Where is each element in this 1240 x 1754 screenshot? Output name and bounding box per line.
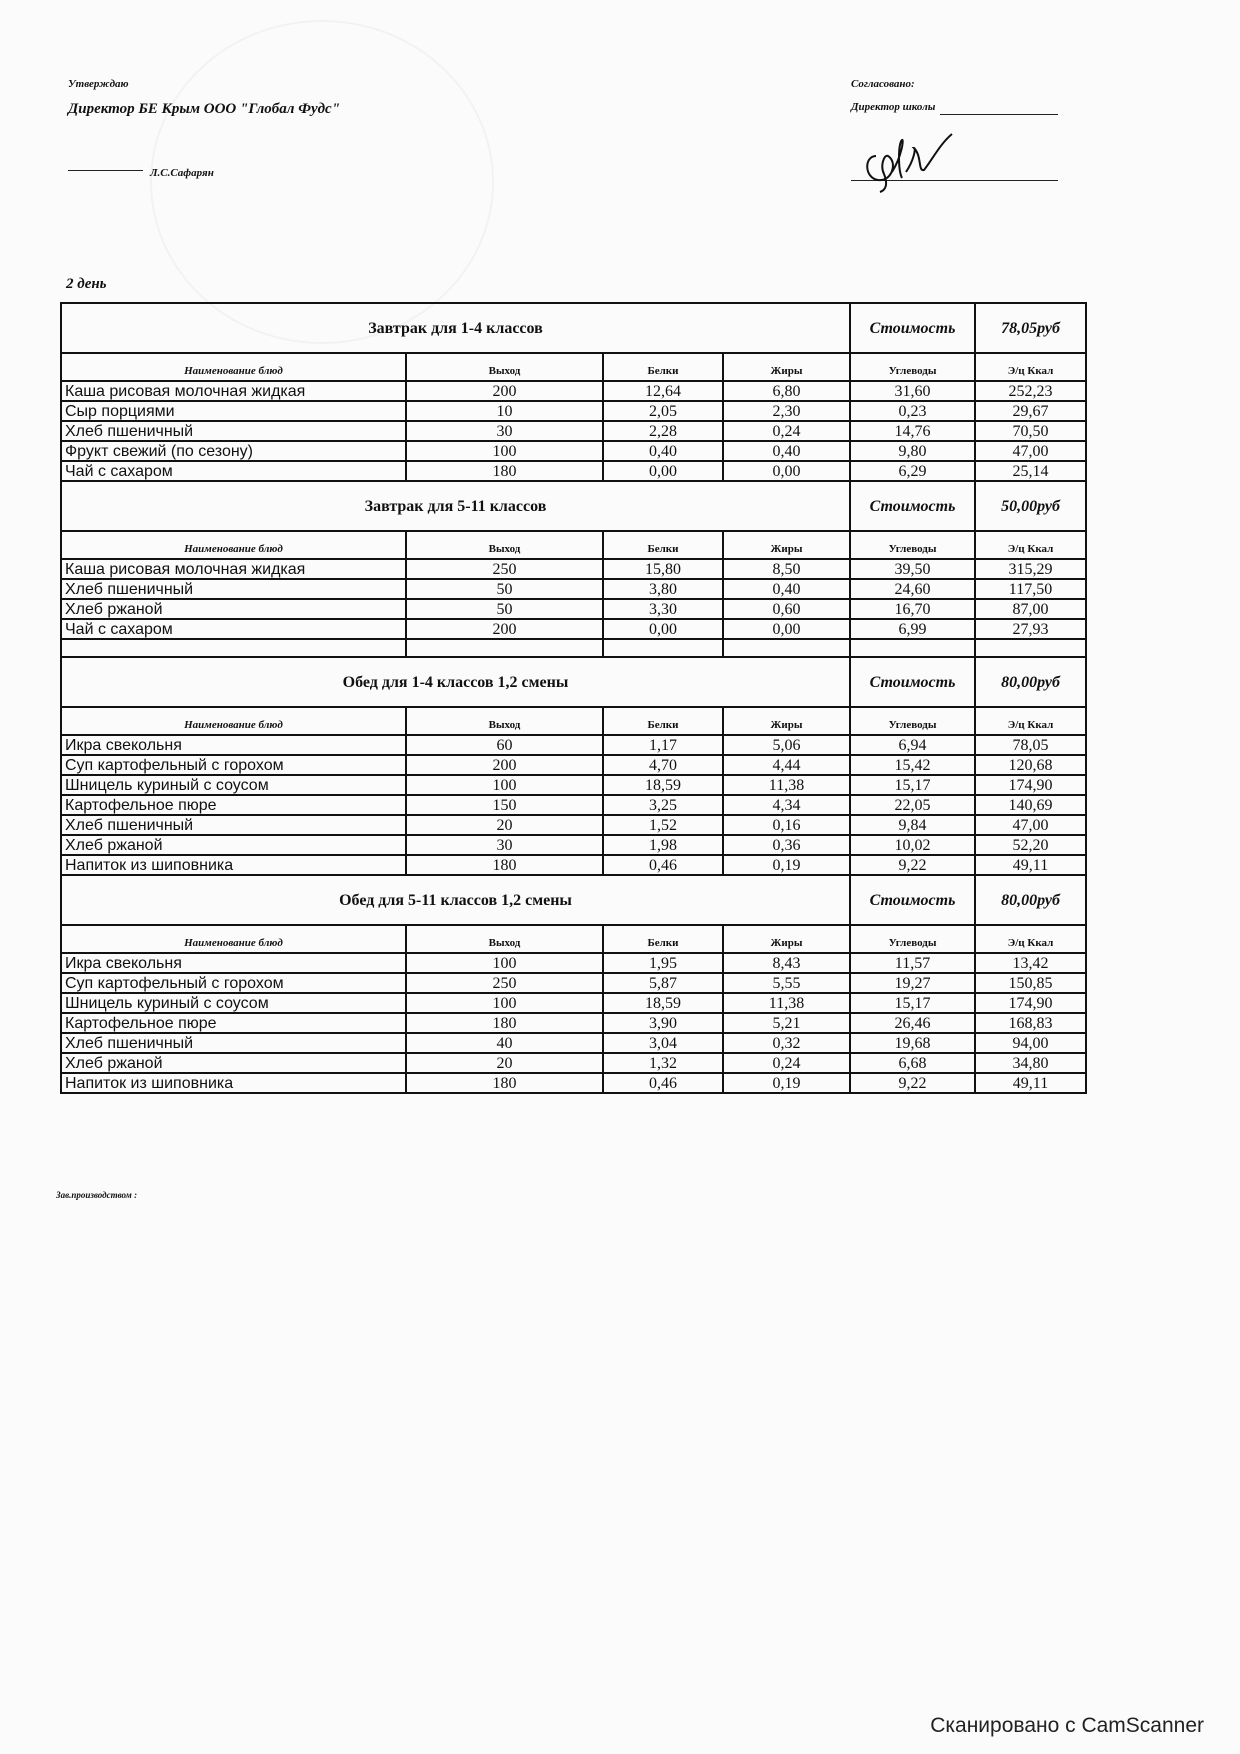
dish-value: 47,00	[975, 815, 1086, 835]
dish-value: 180	[406, 855, 603, 875]
column-header: Жиры	[723, 353, 850, 381]
dish-name: Каша рисовая молочная жидкая	[61, 381, 406, 401]
cost-label-cell	[850, 303, 975, 353]
dish-value: 140,69	[975, 795, 1086, 815]
table-row	[61, 835, 1086, 855]
dish-value: 16,70	[850, 599, 975, 619]
section-title: Завтрак для 5-11 классов	[61, 481, 850, 531]
dish-value: 24,60	[850, 579, 975, 599]
dish-value: 1,95	[603, 953, 723, 973]
column-header: Наименование блюд	[61, 925, 406, 953]
faint-stamp	[150, 20, 494, 344]
dish-value: 1,32	[603, 1053, 723, 1073]
dish-name: Хлеб ржаной	[61, 599, 406, 619]
dish-value: 6,29	[850, 461, 975, 481]
dish-name: Шницель куриный с соусом	[61, 993, 406, 1013]
dish-value: 9,84	[850, 815, 975, 835]
dish-name: Сыр порциями	[61, 401, 406, 421]
dish-value: 0,00	[723, 619, 850, 639]
section-title: Обед для 5-11 классов 1,2 смены	[61, 875, 850, 925]
dish-value: 168,83	[975, 1013, 1086, 1033]
table-row	[61, 461, 1086, 481]
approve-director: Директор БЕ Крым ООО "Глобал Фудс"	[68, 101, 341, 117]
dish-value: 10,02	[850, 835, 975, 855]
day-title: 2 день	[66, 276, 107, 292]
dish-value: 87,00	[975, 599, 1086, 619]
dish-value: 11,38	[723, 993, 850, 1013]
dish-value: 8,50	[723, 559, 850, 579]
column-header: Выход	[406, 707, 603, 735]
dish-value: 50	[406, 599, 603, 619]
agree-label: Согласовано:	[851, 78, 915, 90]
dish-value: 250	[406, 559, 603, 579]
column-header: Наименование блюд	[61, 531, 406, 559]
approve-signature-line	[68, 170, 143, 171]
dish-name: Напиток из шиповника	[61, 1073, 406, 1093]
dish-value: 100	[406, 775, 603, 795]
column-header: Наименование блюд	[61, 707, 406, 735]
dish-name: Хлеб пшеничный	[61, 815, 406, 835]
table-row	[61, 1053, 1086, 1073]
dish-name: Чай с сахаром	[61, 619, 406, 639]
dish-value: 18,59	[603, 775, 723, 795]
column-header: Белки	[603, 925, 723, 953]
dish-name: Икра свекольня	[61, 953, 406, 973]
column-header-row	[61, 925, 1086, 953]
table-row	[61, 381, 1086, 401]
dish-value: 78,05	[975, 735, 1086, 755]
column-header: Жиры	[723, 925, 850, 953]
dish-name: Фрукт свежий (по сезону)	[61, 441, 406, 461]
column-header: Э/ц Ккал	[975, 707, 1086, 735]
blank-cell	[723, 639, 850, 657]
dish-value: 200	[406, 381, 603, 401]
dish-value: 2,30	[723, 401, 850, 421]
dish-name: Картофельное пюре	[61, 1013, 406, 1033]
blank-cell	[975, 639, 1086, 657]
dish-value: 49,11	[975, 1073, 1086, 1093]
dish-value: 1,98	[603, 835, 723, 855]
dish-value: 20	[406, 1053, 603, 1073]
dish-value: 52,20	[975, 835, 1086, 855]
dish-value: 6,68	[850, 1053, 975, 1073]
dish-value: 5,87	[603, 973, 723, 993]
approve-signer-name: Л.С.Сафарян	[150, 167, 214, 179]
dish-value: 50	[406, 579, 603, 599]
dish-value: 27,93	[975, 619, 1086, 639]
cost-value-cell	[975, 481, 1086, 531]
dish-value: 29,67	[975, 401, 1086, 421]
table-row	[61, 775, 1086, 795]
cost-value: 78,05руб	[1001, 319, 1060, 337]
footer-note: Зав.производством :	[56, 1190, 138, 1200]
dish-value: 0,40	[723, 441, 850, 461]
column-header: Выход	[406, 353, 603, 381]
dish-value: 39,50	[850, 559, 975, 579]
dish-value: 0,00	[603, 619, 723, 639]
table-row	[61, 1073, 1086, 1093]
column-header: Наименование блюд	[61, 353, 406, 381]
blank-row	[61, 639, 1086, 657]
dish-value: 15,80	[603, 559, 723, 579]
section-header-row	[61, 875, 1086, 925]
column-header: Углеводы	[850, 925, 975, 953]
dish-value: 3,90	[603, 1013, 723, 1033]
dish-value: 47,00	[975, 441, 1086, 461]
dish-value: 0,40	[723, 579, 850, 599]
dish-value: 20	[406, 815, 603, 835]
dish-value: 49,11	[975, 855, 1086, 875]
dish-value: 3,30	[603, 599, 723, 619]
dish-value: 174,90	[975, 993, 1086, 1013]
table-row	[61, 855, 1086, 875]
column-header: Жиры	[723, 531, 850, 559]
dish-value: 180	[406, 1013, 603, 1033]
column-header: Углеводы	[850, 707, 975, 735]
section-title: Обед для 1-4 классов 1,2 смены	[61, 657, 850, 707]
dish-value: 19,27	[850, 973, 975, 993]
dish-value: 180	[406, 1073, 603, 1093]
dish-name: Хлеб пшеничный	[61, 421, 406, 441]
section-header-row	[61, 657, 1086, 707]
cost-label-cell	[850, 657, 975, 707]
dish-value: 8,43	[723, 953, 850, 973]
dish-value: 200	[406, 619, 603, 639]
column-header-row	[61, 353, 1086, 381]
cost-label: Стоимость	[869, 891, 956, 909]
dish-value: 4,70	[603, 755, 723, 775]
dish-value: 174,90	[975, 775, 1086, 795]
blank-cell	[850, 639, 975, 657]
dish-name: Шницель куриный с соусом	[61, 775, 406, 795]
dish-value: 14,76	[850, 421, 975, 441]
dish-value: 0,16	[723, 815, 850, 835]
cost-value: 80,00руб	[1001, 891, 1060, 909]
dish-name: Хлеб ржаной	[61, 835, 406, 855]
dish-value: 26,46	[850, 1013, 975, 1033]
dish-value: 3,04	[603, 1033, 723, 1053]
table-row	[61, 1013, 1086, 1033]
dish-name: Икра свекольня	[61, 735, 406, 755]
agree-director-line	[940, 114, 1058, 115]
dish-value: 6,99	[850, 619, 975, 639]
dish-name: Хлеб ржаной	[61, 1053, 406, 1073]
cost-value: 80,00руб	[1001, 673, 1060, 691]
column-header: Белки	[603, 707, 723, 735]
cost-label: Стоимость	[869, 673, 956, 691]
dish-value: 0,00	[723, 461, 850, 481]
table-row	[61, 401, 1086, 421]
dish-value: 10	[406, 401, 603, 421]
column-header-row	[61, 531, 1086, 559]
dish-value: 9,22	[850, 855, 975, 875]
dish-value: 40	[406, 1033, 603, 1053]
dish-value: 6,94	[850, 735, 975, 755]
column-header: Э/ц Ккал	[975, 353, 1086, 381]
column-header: Углеводы	[850, 353, 975, 381]
dish-value: 18,59	[603, 993, 723, 1013]
dish-value: 5,06	[723, 735, 850, 755]
cost-label: Стоимость	[869, 497, 956, 515]
dish-value: 31,60	[850, 381, 975, 401]
table-row	[61, 619, 1086, 639]
dish-name: Суп картофельный с горохом	[61, 973, 406, 993]
dish-value: 0,60	[723, 599, 850, 619]
dish-name: Напиток из шиповника	[61, 855, 406, 875]
agree-director: Директор школы	[851, 101, 936, 113]
dish-value: 30	[406, 835, 603, 855]
dish-value: 9,80	[850, 441, 975, 461]
camscanner-watermark: Сканировано с CamScanner	[930, 1714, 1204, 1737]
dish-value: 0,24	[723, 421, 850, 441]
dish-value: 252,23	[975, 381, 1086, 401]
table-row	[61, 599, 1086, 619]
dish-value: 0,36	[723, 835, 850, 855]
dish-value: 11,38	[723, 775, 850, 795]
dish-value: 11,57	[850, 953, 975, 973]
table-row	[61, 755, 1086, 775]
dish-value: 22,05	[850, 795, 975, 815]
dish-value: 0,40	[603, 441, 723, 461]
dish-value: 70,50	[975, 421, 1086, 441]
cost-value-cell	[975, 303, 1086, 353]
dish-value: 5,21	[723, 1013, 850, 1033]
cost-label: Стоимость	[869, 319, 956, 337]
dish-value: 100	[406, 993, 603, 1013]
table-row	[61, 973, 1086, 993]
dish-value: 94,00	[975, 1033, 1086, 1053]
table-row	[61, 579, 1086, 599]
dish-name: Каша рисовая молочная жидкая	[61, 559, 406, 579]
dish-value: 0,46	[603, 855, 723, 875]
blank-cell	[406, 639, 603, 657]
table-row	[61, 421, 1086, 441]
dish-value: 200	[406, 755, 603, 775]
dish-value: 120,68	[975, 755, 1086, 775]
dish-value: 2,05	[603, 401, 723, 421]
dish-value: 15,17	[850, 993, 975, 1013]
dish-value: 150,85	[975, 973, 1086, 993]
column-header: Углеводы	[850, 531, 975, 559]
dish-value: 2,28	[603, 421, 723, 441]
cost-value: 50,00руб	[1001, 497, 1060, 515]
dish-value: 0,32	[723, 1033, 850, 1053]
column-header: Жиры	[723, 707, 850, 735]
column-header: Белки	[603, 531, 723, 559]
dish-value: 30	[406, 421, 603, 441]
table-row	[61, 993, 1086, 1013]
dish-name: Хлеб пшеничный	[61, 1033, 406, 1053]
dish-name: Хлеб пшеничный	[61, 579, 406, 599]
table-row	[61, 559, 1086, 579]
table-row	[61, 815, 1086, 835]
menu-table	[60, 302, 1087, 1094]
cost-label-cell	[850, 875, 975, 925]
dish-value: 19,68	[850, 1033, 975, 1053]
dish-value: 13,42	[975, 953, 1086, 973]
dish-value: 3,25	[603, 795, 723, 815]
dish-value: 117,50	[975, 579, 1086, 599]
dish-value: 5,55	[723, 973, 850, 993]
table-row	[61, 953, 1086, 973]
table-row	[61, 1033, 1086, 1053]
column-header: Выход	[406, 925, 603, 953]
column-header-row	[61, 707, 1086, 735]
dish-value: 100	[406, 441, 603, 461]
blank-cell	[61, 639, 406, 657]
column-header: Э/ц Ккал	[975, 925, 1086, 953]
dish-value: 1,17	[603, 735, 723, 755]
handwritten-signature	[862, 126, 962, 194]
dish-value: 3,80	[603, 579, 723, 599]
blank-cell	[603, 639, 723, 657]
cost-value-cell	[975, 875, 1086, 925]
dish-value: 0,46	[603, 1073, 723, 1093]
dish-name: Картофельное пюре	[61, 795, 406, 815]
dish-value: 0,24	[723, 1053, 850, 1073]
dish-value: 0,23	[850, 401, 975, 421]
dish-value: 12,64	[603, 381, 723, 401]
dish-value: 0,19	[723, 1073, 850, 1093]
table-row	[61, 441, 1086, 461]
dish-value: 250	[406, 973, 603, 993]
dish-value: 0,19	[723, 855, 850, 875]
column-header: Белки	[603, 353, 723, 381]
dish-value: 6,80	[723, 381, 850, 401]
column-header: Выход	[406, 531, 603, 559]
section-header-row	[61, 303, 1086, 353]
cost-label-cell	[850, 481, 975, 531]
dish-value: 150	[406, 795, 603, 815]
dish-value: 100	[406, 953, 603, 973]
dish-value: 180	[406, 461, 603, 481]
dish-value: 4,44	[723, 755, 850, 775]
dish-value: 4,34	[723, 795, 850, 815]
section-header-row	[61, 481, 1086, 531]
dish-value: 1,52	[603, 815, 723, 835]
dish-value: 315,29	[975, 559, 1086, 579]
cost-value-cell	[975, 657, 1086, 707]
approve-label: Утверждаю	[68, 78, 129, 90]
dish-name: Чай с сахаром	[61, 461, 406, 481]
column-header: Э/ц Ккал	[975, 531, 1086, 559]
dish-name: Суп картофельный с горохом	[61, 755, 406, 775]
table-row	[61, 795, 1086, 815]
dish-value: 25,14	[975, 461, 1086, 481]
dish-value: 34,80	[975, 1053, 1086, 1073]
dish-value: 9,22	[850, 1073, 975, 1093]
section-title: Завтрак для 1-4 классов	[61, 303, 850, 353]
dish-value: 15,42	[850, 755, 975, 775]
dish-value: 15,17	[850, 775, 975, 795]
dish-value: 60	[406, 735, 603, 755]
table-row	[61, 735, 1086, 755]
dish-value: 0,00	[603, 461, 723, 481]
